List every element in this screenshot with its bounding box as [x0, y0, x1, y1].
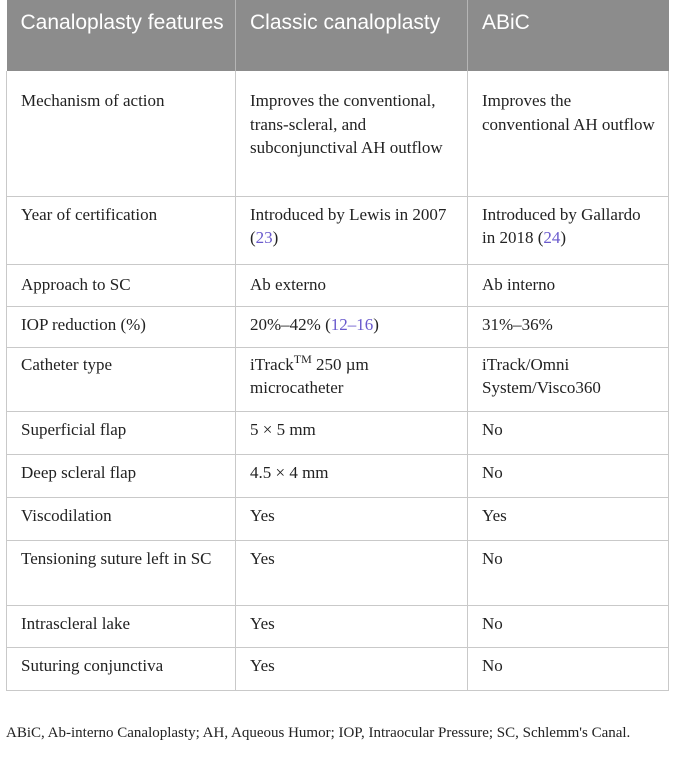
- row-classic-mechanism: Improves the conventional, trans-scleral, and subconjunctival AH outflow: [236, 71, 468, 196]
- header-abic: ABiC: [468, 0, 669, 71]
- row-feature-tensioning-suture: Tensioning suture left in SC: [7, 540, 236, 605]
- table-row: [7, 454, 669, 497]
- row-feature-approach: Approach to SC: [7, 264, 236, 306]
- table-row: [7, 647, 669, 690]
- reference-link-23[interactable]: 23: [255, 228, 273, 247]
- row-classic-suturing-conjunctiva: Yes: [236, 647, 468, 690]
- trademark-superscript: TM: [293, 351, 312, 366]
- table-row: [7, 347, 669, 411]
- row-classic-approach: Ab externo: [236, 264, 468, 306]
- table-row: [7, 306, 669, 347]
- classic-iop-text: 20%–42% (: [250, 314, 331, 334]
- header-classic-canaloplasty: Classic canaloplasty: [236, 0, 468, 71]
- row-abic-catheter: iTrack/Omni System/Visco360: [468, 347, 669, 411]
- classic-catheter-name: iTrack: [250, 354, 294, 374]
- comparison-table-container: [6, 0, 668, 691]
- reference-link-24[interactable]: 24: [543, 228, 561, 247]
- row-feature-mechanism: Mechanism of action: [7, 71, 236, 196]
- reference-link-12-16[interactable]: 12–16: [330, 314, 374, 334]
- row-classic-year: [236, 196, 468, 264]
- row-classic-viscodilation: Yes: [236, 497, 468, 540]
- classic-catheter-rest: 250 µm microcatheter: [250, 354, 369, 397]
- table-footnote: ABiC, Ab-interno Canaloplasty; AH, Aqueous Humor; IOP, Intraocular Pressure; SC, Schlemm's Canal.: [6, 725, 631, 741]
- row-abic-tensioning-suture: No: [468, 540, 669, 605]
- table-header: [7, 0, 669, 71]
- row-feature-iop: IOP reduction (%): [7, 306, 236, 347]
- row-abic-suturing-conjunctiva: No: [468, 647, 669, 690]
- table-row: [7, 264, 669, 306]
- row-abic-iop: 31%–36%: [468, 306, 669, 347]
- comparison-table: [6, 0, 669, 691]
- row-abic-superficial-flap: No: [468, 411, 669, 454]
- row-classic-intrascleral-lake: Yes: [236, 605, 468, 647]
- abic-year-text: Introduced by Gallardo in 2018 (: [482, 204, 641, 247]
- classic-year-text: Introduced by Lewis in 2007 (: [250, 204, 447, 247]
- row-classic-catheter: [236, 347, 468, 411]
- row-feature-catheter: Catheter type: [7, 347, 236, 411]
- header-row: [7, 0, 669, 71]
- row-feature-superficial-flap: Superficial flap: [7, 411, 236, 454]
- table-row: [7, 196, 669, 264]
- row-abic-approach: Ab interno: [468, 264, 669, 306]
- classic-year-close: ): [272, 228, 279, 247]
- row-classic-deep-flap: 4.5 × 4 mm: [236, 454, 468, 497]
- table-body: [7, 71, 669, 690]
- table-row: [7, 411, 669, 454]
- row-abic-intrascleral-lake: No: [468, 605, 669, 647]
- row-feature-intrascleral-lake: Intrascleral lake: [7, 605, 236, 647]
- row-feature-suturing-conjunctiva: Suturing conjunctiva: [7, 647, 236, 690]
- row-classic-tensioning-suture: Yes: [236, 540, 468, 605]
- abic-year-close: ): [560, 228, 567, 247]
- header-features: Canaloplasty features: [7, 0, 236, 71]
- row-abic-year: [468, 196, 669, 264]
- row-abic-viscodilation: Yes: [468, 497, 669, 540]
- row-feature-deep-flap: Deep scleral flap: [7, 454, 236, 497]
- row-abic-mechanism: Improves the conventional AH outflow: [468, 71, 669, 196]
- table-row: [7, 605, 669, 647]
- row-classic-superficial-flap: 5 × 5 mm: [236, 411, 468, 454]
- row-classic-iop: [236, 306, 468, 347]
- row-feature-viscodilation: Viscodilation: [7, 497, 236, 540]
- classic-iop-close: ): [373, 314, 379, 334]
- row-feature-year: Year of certification: [7, 196, 236, 264]
- table-row: [7, 71, 669, 196]
- row-abic-deep-flap: No: [468, 454, 669, 497]
- table-row: [7, 540, 669, 605]
- table-row: [7, 497, 669, 540]
